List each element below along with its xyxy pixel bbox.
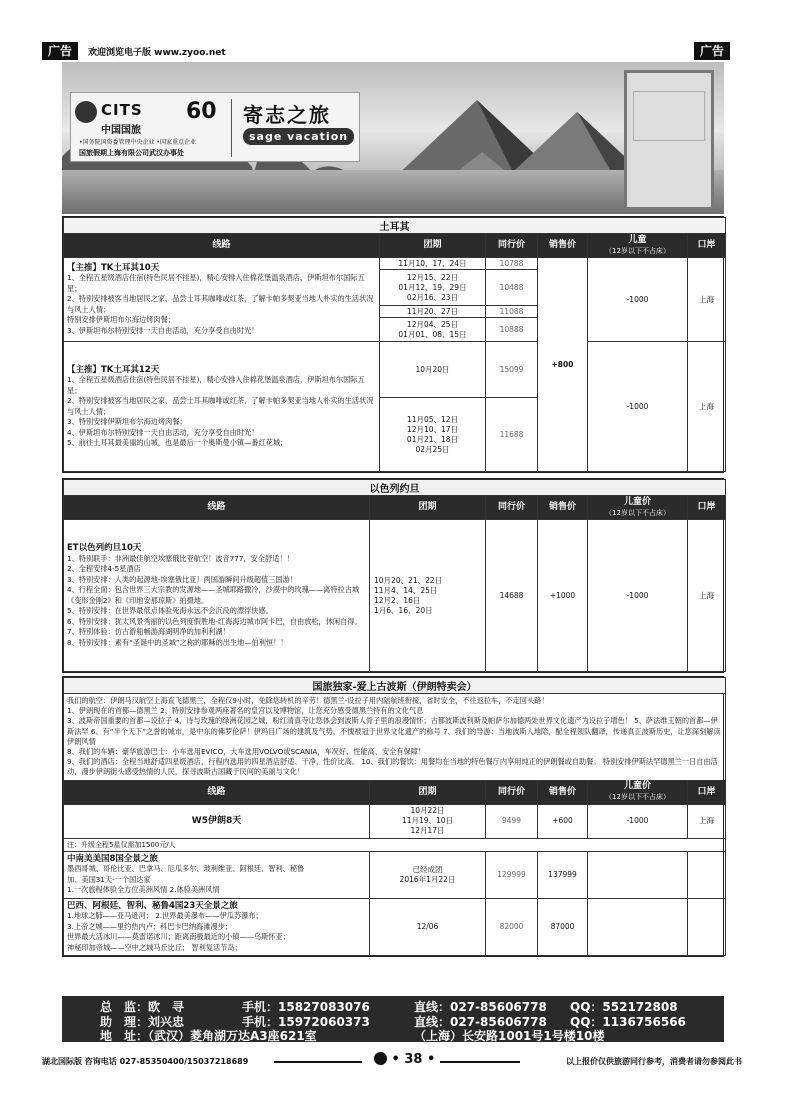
jordan-title: 以色列约旦: [64, 480, 726, 496]
top-bar: [42, 42, 730, 60]
sale-price: 137999: [538, 851, 588, 898]
peer-price: 129999: [486, 851, 538, 898]
peer-price: 15099: [486, 342, 538, 398]
south-america-route-a: 中南美美国8国全景之旅 墨西哥城、哥伦比亚、巴拿马、厄瓜多尔、玻利维亚、阿根廷、智利、秘鲁 加、美国31天-一个国达家 1.一次旅程体验全方位美洲风情 2.体验美洲风情: [64, 851, 370, 898]
page-footer: [42, 1052, 742, 1070]
col-child: 儿童 （12岁以下不占床）: [588, 234, 688, 258]
ad-tag-left: 广告: [42, 42, 78, 60]
empty-cell: [588, 851, 688, 898]
child-price: -1000: [588, 258, 688, 342]
col-sale: 销售价: [538, 780, 588, 804]
cits-emblem-icon: [75, 101, 97, 123]
address-shanghai: （上海）长安路1001号1号楼10楼: [414, 1029, 605, 1043]
contact-box: [62, 996, 724, 1042]
turkey-route-10: 【主推】TK土耳其10天 1、全程五星级酒店住宿(特色民居不挂星)，精心安排入住棉花堡温泉酒店，伊斯坦布尔国际五星； 2、特别安排被客当地居民之家，品尝土耳其咖啡或红茶，了解卡帕多契亚当地人朴实的生活状况与风土人情； 特别安排伊斯坦布尔海边烤肉餐； 3、伊斯坦布尔特别安排一天自由活动，充分享受自由时光！: [64, 258, 380, 342]
col-peer: 同行价: [486, 234, 538, 258]
col-port: 口岸: [688, 496, 726, 520]
date-cell: 10月22日 11月19、10日 12月17日: [370, 804, 486, 838]
date-cell: 11月10、17、24日: [380, 258, 486, 270]
col-peer: 同行价: [486, 780, 538, 804]
ad-tag-right: 广告: [694, 42, 730, 60]
brand-name-en: sage vacation: [243, 128, 354, 145]
peer-price: 11088: [486, 306, 538, 318]
logo-box: [70, 92, 360, 162]
sale-price: +600: [538, 804, 588, 838]
address-wuhan: 地 址：（武汉）菱角湖万达A3座621室: [100, 1029, 317, 1043]
anniversary-60: 60: [186, 99, 217, 124]
footer-rule-right: [440, 1061, 520, 1063]
port: 上海: [688, 342, 726, 472]
page-badge-icon: [374, 1052, 387, 1065]
peer-price: 10488: [486, 270, 538, 306]
sale-price: 87000: [538, 898, 588, 956]
col-dates: 团期: [370, 780, 486, 804]
peer-price: 82000: [486, 898, 538, 956]
port: 上海: [688, 804, 726, 838]
certificate-image: [624, 70, 714, 210]
empty-cell: [688, 851, 726, 898]
logo-divider: [231, 99, 232, 157]
col-route: 线路: [64, 780, 370, 804]
banner: [62, 62, 724, 214]
col-port: 口岸: [688, 234, 726, 258]
peer-price: 10888: [486, 318, 538, 342]
date-cell: 12/06: [370, 898, 486, 956]
col-route: 线路: [64, 496, 370, 520]
empty-cell: [588, 898, 688, 956]
iran-route: W5伊朗8天: [64, 804, 370, 838]
child-price: -1000: [588, 342, 688, 472]
assistant-line[interactable]: 直线：027-85606778: [414, 1015, 547, 1029]
col-port: 口岸: [688, 780, 726, 804]
director-line[interactable]: 直线：027-85606778: [414, 1000, 547, 1014]
assistant: 助 理：刘兴忠: [100, 1015, 185, 1029]
col-sale: 销售价: [538, 496, 588, 520]
director: 总 监：欧 寻: [100, 1000, 185, 1014]
turkey-section: [62, 216, 724, 473]
turkey-title: 土耳其: [64, 218, 726, 234]
cits-logo-cn: 中国国旅: [101, 125, 141, 136]
jordan-route: ET以色列约旦10天 1、特别联手：非洲最佳航空埃塞俄比亚航空！波音777，安全舒适！！ 2、全程安排4-5星酒店 3、特别安排：人类的起源地-埃塞俄比亚！两国游瞬间升级超值三国游！ 4、行程全面：包含世界三大宗教的发源地——圣城耶路撒冷，沙漠中的玫瑰——离特拉古城《变形金刚2》和《印地安那琼斯》拍摄地。 5、特别安排：在世界最低点体验死海永远不会沉没的漂浮快感。 6、特别安排：犹太风景秀丽的以色列度假胜地-红海海边城市阿卡巴，自由放松，休闲自得。 7、特别体验：仿古游船畅游海湖明净的加利利湖！ 8、特别安排：素有“圣诞中的圣城”之称的耶稣的出生地—伯利恒！！: [64, 520, 370, 672]
date-cell: 11月05、12日 12月10、17日 01月21、18日 02月25日: [380, 398, 486, 472]
jordan-section: [62, 478, 724, 673]
col-sale: 销售价: [538, 234, 588, 258]
child-price: -1000: [588, 520, 688, 672]
child-price: -1000: [588, 804, 688, 838]
cits-subtitle: •国务院国资委管理中央企业 •国家重点企业: [79, 139, 196, 146]
page-number: • 38 •: [374, 1052, 435, 1067]
sale-price: +1000: [538, 520, 588, 672]
director-qq[interactable]: QQ：552172808: [570, 1000, 678, 1014]
date-cell: 已经成团 2016年1月22日: [370, 851, 486, 898]
peer-price: 14688: [486, 520, 538, 672]
iran-title: 国旅独家-爱上古波斯（伊朗特卖会）: [64, 678, 726, 694]
turkey-route-12: 【主推】TK土耳其12天 1、全程五星级酒店住宿(特色民居不挂星)，精心安排入住棉花堡温泉酒店，伊斯坦布尔国际五星； 2、特别安排被客当地居民之家，品尝土耳其咖啡或红茶，了解卡帕多契亚当地人朴实的生活状况与风土人情； 3、特别安排伊斯坦布尔海边烤肉餐； 4、伊斯坦布尔特别安排一天自由活动，充分享受自由时光！ 5、前往土耳其最美丽的山城，也是最后一个奥斯曼小镇—番红花城；: [64, 342, 380, 472]
col-child: 儿童价 （12岁以下不占床）: [588, 780, 688, 804]
col-child: 儿童价 （12岁以下不占床）: [588, 496, 688, 520]
peer-price: 10788: [486, 258, 538, 270]
col-dates: 团期: [380, 234, 486, 258]
site-url[interactable]: 欢迎浏览电子版 www.zyoo.net: [88, 47, 226, 58]
date-cell: 10月20、21、22日 11月4、14、25日 12月2、16日 1月6、16、20日: [370, 520, 486, 672]
footer-rule-left: [274, 1061, 362, 1063]
sale-price: +800: [538, 258, 588, 472]
south-america-route-b: 巴西、阿根廷、智利、秘鲁4国23天全景之旅 1.地球之肺——亚马逊河； 2.世界最美瀑布——伊瓜苏瀑布； 3.上帝之城——里约热内卢；科巴卡巴纳海滩漫步； 世界最大活冰川——莫雷诺冰川；距离南极最近的小镇——乌斯怀亚； 神秘印加帝城——空中之城马丘比丘； 智利复活节岛；: [64, 898, 370, 956]
footer-hotline: 湖北国际版 咨询电话 027-85350400/15037218689: [42, 1057, 249, 1066]
assistant-qq[interactable]: QQ：1136756566: [570, 1015, 686, 1029]
peer-price: 11688: [486, 398, 538, 472]
director-phone[interactable]: 手机：15827083076: [242, 1000, 370, 1014]
assistant-phone[interactable]: 手机：15972060373: [242, 1015, 370, 1029]
col-dates: 团期: [370, 496, 486, 520]
cits-logo: CITS: [101, 101, 143, 119]
date-cell: 11月20、27日: [380, 306, 486, 318]
footer-disclaimer: 以上报价仅供旅游同行参考，消费者请勿参阅此书: [566, 1057, 742, 1066]
iran-description: 我们的航空：伊朗马汉航空上海直飞德黑兰，全程仅9小时，免除您转机的辛劳！德黑兰-设拉子用内陆航班衔接，省时安全，不往返拉车，不走回头路！ 1、伊朗现在的首都—德黑兰 2、特别安排参观两座著名的皇宫以及博物馆，让您充分感受德黑兰特有的文化气息 3、波斯帝国重要的首都—设拉子 4、诗与玫瑰的绿洲花园之城，粉红清真寺让您体会到波斯人骨子里的浪漫情怀；古都波斯波利斯及帕萨尔加德两处世界文化遗产为设拉子增色！ 5、萨法维王朝的首都—伊斯法罕 6、有“半个天下”之誉的城市，是中东的佛罗伦萨！伊玛目广场的建筑及气势，不愧被冠于世界文化遗产的称号 7、我们的导游：当地波斯人地陪，配全程领队翻译，传递真正波斯历史，让您深刻解读伊朗风情 8、我们的车辆：豪华旅游巴士：小车选用EVICO，大车选用VOLVO或SCANIA，车况好、性能高、安全有保障！ 9、我们的酒店：全程当地舒适四星级酒店，行程内选用的四星酒店舒适、干净，性价比高。 10、我们的餐饮：用餐均在当地的特色餐厅内享用纯正的伊朗餐或自助餐。 特别安排伊斯法罕德黑兰一日自由活动，漫步伊朗街头感受热情的人民，探寻波斯古国藏于民间的美丽与文化！: [64, 694, 726, 781]
col-peer: 同行价: [486, 496, 538, 520]
iran-note: 注：升级全程5星仅需加1500元/人: [64, 838, 726, 851]
date-cell: 12月04、25日 01月01、08、15日: [380, 318, 486, 342]
peer-price: 9499: [486, 804, 538, 838]
iran-section: [62, 676, 724, 957]
office-name: 国旅假期上海有限公司武汉办事处: [79, 149, 184, 157]
empty-cell: [688, 898, 726, 956]
date-cell: 12月15、22日 01月12、19、29日 02月16、23日: [380, 270, 486, 306]
brand-name: 寄志之旅: [243, 103, 331, 127]
port: 上海: [688, 520, 726, 672]
port: 上海: [688, 258, 726, 342]
date-cell: 10月20日: [380, 342, 486, 398]
col-route: 线路: [64, 234, 380, 258]
